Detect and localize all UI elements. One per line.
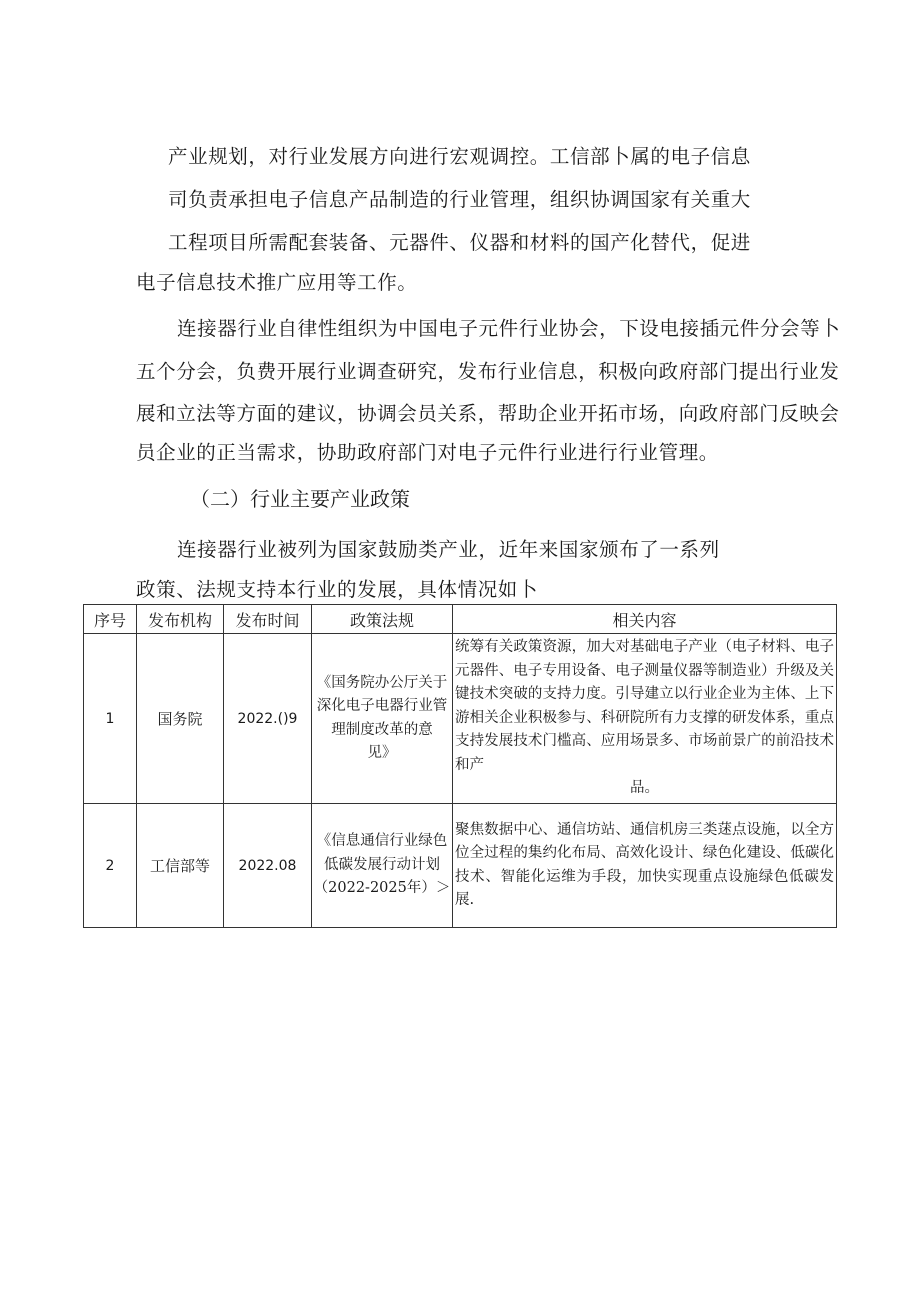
table-row <box>84 634 837 804</box>
row1-policy-tail: 见》 <box>367 745 397 761</box>
header-content: 相关内容 <box>453 605 837 634</box>
section-heading: （二）行业主要产业政策 <box>190 487 410 511</box>
header-no: 序号 <box>84 605 137 634</box>
row1-content-text: 统筹有关政策资源，加大对基础电子产业（电子材料、电子元器件、电子专用设备、电子测量仪器等制造业）升级及关键技术突破的支持力度。引导建立以行业企业为主体、上下游相关企业积极参与、科研院所有力支撑的研发体系，重点支持发展技术门槛高、应用场景多、市场前景广的前沿技术和产 <box>455 639 834 773</box>
policy-table <box>83 604 837 928</box>
paragraph3-line-1: 连接器行业被列为国家鼓励类产业，近年来国家颁布了一系列 <box>177 538 720 561</box>
header-policy: 政策法规 <box>312 605 453 634</box>
paragraph1-line-3: 工程项目所需配套装备、元器件、仪器和材料的国产化替代，促进 <box>168 231 751 254</box>
row1-policy-text: 《国务院办公厅关于深化电子电器行业管理制度改革的意 <box>316 674 448 738</box>
row1-org: 国务院 <box>137 634 224 804</box>
paragraph2-line-4: 员企业的正当需求，协助政府部门对电子元件行业进行行业管理。 <box>136 441 719 464</box>
paragraph3-line-2: 政策、法规支持本行业的发展，具体情况如卜 <box>136 578 539 601</box>
paragraph2-line-2: 五个分会，负费开展行业调查研究，发布行业信息，积极向政府部门提出行业发 <box>136 360 840 383</box>
row1-policy <box>312 634 453 804</box>
row1-content-tail: 品。 <box>630 780 659 797</box>
row2-no: 2 <box>84 804 137 928</box>
paragraph2-line-3: 展和立法等方面的建议，协调会员关系，帮助企业开拓市场，向政府部门反映会 <box>136 402 840 425</box>
row1-content <box>453 634 837 804</box>
row2-content: 聚焦数据中心、通信坊站、通信机房三类蒁点设施，以全方位全过程的集约化布局、高效化设计、绿色化建设、低碳化技术、智能化运维为手段，加快实现重点设施绿色低碳发展. <box>453 804 837 928</box>
paragraph1-line-2: 司负责承担电子信息产品制造的行业管理，组织协调国家有关重大 <box>168 188 751 211</box>
row1-no: 1 <box>84 634 137 804</box>
row1-date: 2022.()9 <box>224 634 312 804</box>
table-row <box>84 804 837 928</box>
row2-org: 工信部等 <box>137 804 224 928</box>
paragraph2-line-1: 连接器行业自律性组织为中国电子元件行业协会，下设电接插元件分会等卜 <box>177 317 841 340</box>
row2-policy: 《信息通信行业绿色低碳发展行动计划（2022-2025年）＞ <box>312 804 453 928</box>
paragraph1-line-4: 电子信息技术推广应用等工作。 <box>136 271 418 294</box>
header-date: 发布时间 <box>224 605 312 634</box>
paragraph1-line-1: 产业规划，对行业发展方向进行宏观调控。工信部卜属的电子信息 <box>168 145 751 168</box>
header-org: 发布机构 <box>137 605 224 634</box>
table-header-row <box>84 605 837 634</box>
row2-date: 2022.08 <box>224 804 312 928</box>
